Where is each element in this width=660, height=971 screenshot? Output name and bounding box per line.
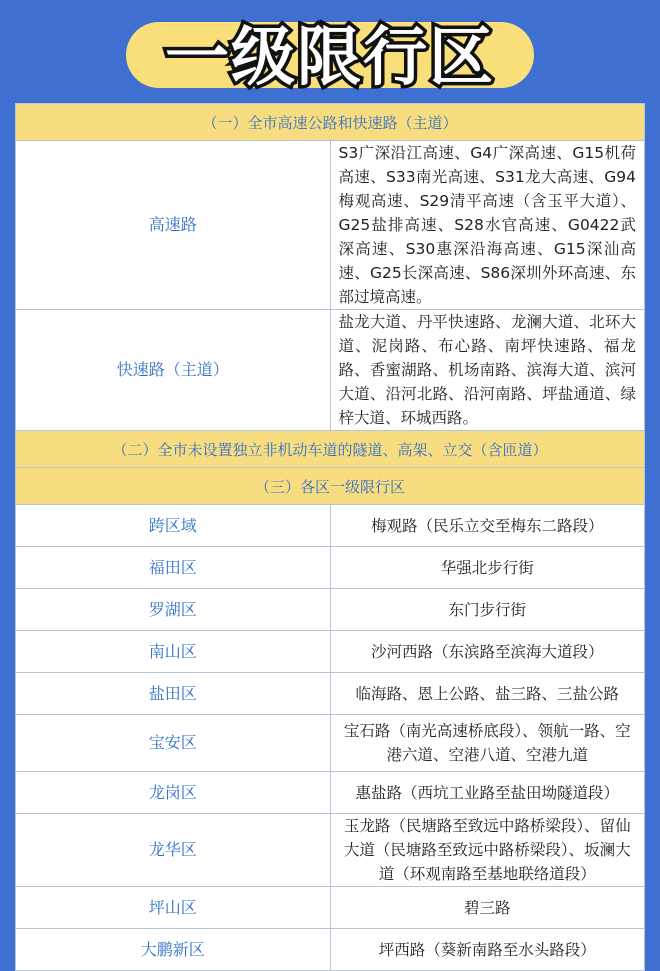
table-row [16, 631, 645, 673]
table-row [16, 887, 645, 929]
district-content: 宝石路（南光高速桥底段）、领航一路、空港六道、空港八道、空港九道 [330, 715, 645, 772]
district-label: 坪山区 [16, 887, 331, 929]
district-content: 临海路、恩上公路、盐三路、三盐公路 [330, 673, 645, 715]
table-row [16, 814, 645, 887]
district-label: 大鹏新区 [16, 929, 331, 971]
table-row [16, 673, 645, 715]
restriction-table [15, 103, 645, 971]
table-row [16, 715, 645, 772]
district-content: 东门步行街 [330, 589, 645, 631]
row-content-expressway: S3广深沿江高速、G4广深高速、G15机荷高速、S33南光高速、S31龙大高速、G94梅观高速、S29清平高速（含玉平大道）、G25盐排高速、S28水官高速、G0422武深高速、S30惠深沿海高速、G15深汕高速、G25长深高速、S86深圳外环高速、东部过境高速。 [330, 141, 645, 310]
district-content: 沙河西路（东滨路至滨海大道段） [330, 631, 645, 673]
table-row [16, 141, 645, 310]
district-content: 玉龙路（民塘路至致远中路桥梁段）、留仙大道（民塘路至致远中路桥梁段）、坂澜大道（环观南路至基地联络道段） [330, 814, 645, 887]
district-content: 碧三路 [330, 887, 645, 929]
district-label: 福田区 [16, 547, 331, 589]
table-row [16, 505, 645, 547]
district-content: 惠盐路（西坑工业路至盐田坳隧道段） [330, 772, 645, 814]
section-heading-3: （三）各区一级限行区 [16, 468, 645, 505]
district-label: 龙华区 [16, 814, 331, 887]
district-label: 南山区 [16, 631, 331, 673]
district-label: 宝安区 [16, 715, 331, 772]
section-row [16, 468, 645, 505]
district-label: 龙岗区 [16, 772, 331, 814]
row-content-fastway: 盐龙大道、丹平快速路、龙澜大道、北环大道、泥岗路、布心路、南坪快速路、福龙路、香蜜湖路、机场南路、滨海大道、滨河大道、沿河北路、沿河南路、坪盐通道、绿梓大道、环城西路。 [330, 310, 645, 431]
table-row [16, 589, 645, 631]
table-row [16, 772, 645, 814]
section-row [16, 104, 645, 141]
district-content: 华强北步行街 [330, 547, 645, 589]
row-label-expressway: 高速路 [16, 141, 331, 310]
section-heading-1: （一）全市高速公路和快速路（主道） [16, 104, 645, 141]
district-label: 盐田区 [16, 673, 331, 715]
table-row [16, 929, 645, 971]
title-banner [0, 0, 660, 108]
table-row [16, 547, 645, 589]
district-content: 梅观路（民乐立交至梅东二路段） [330, 505, 645, 547]
district-content: 坪西路（葵新南路至水头路段） [330, 929, 645, 971]
table-row [16, 310, 645, 431]
district-label: 罗湖区 [16, 589, 331, 631]
section-heading-2: （二）全市未设置独立非机动车道的隧道、高架、立交（含匝道） [16, 431, 645, 468]
district-label: 跨区域 [16, 505, 331, 547]
section-row [16, 431, 645, 468]
page-title: 一级限行区 [165, 21, 495, 95]
row-label-fastway: 快速路（主道） [16, 310, 331, 431]
